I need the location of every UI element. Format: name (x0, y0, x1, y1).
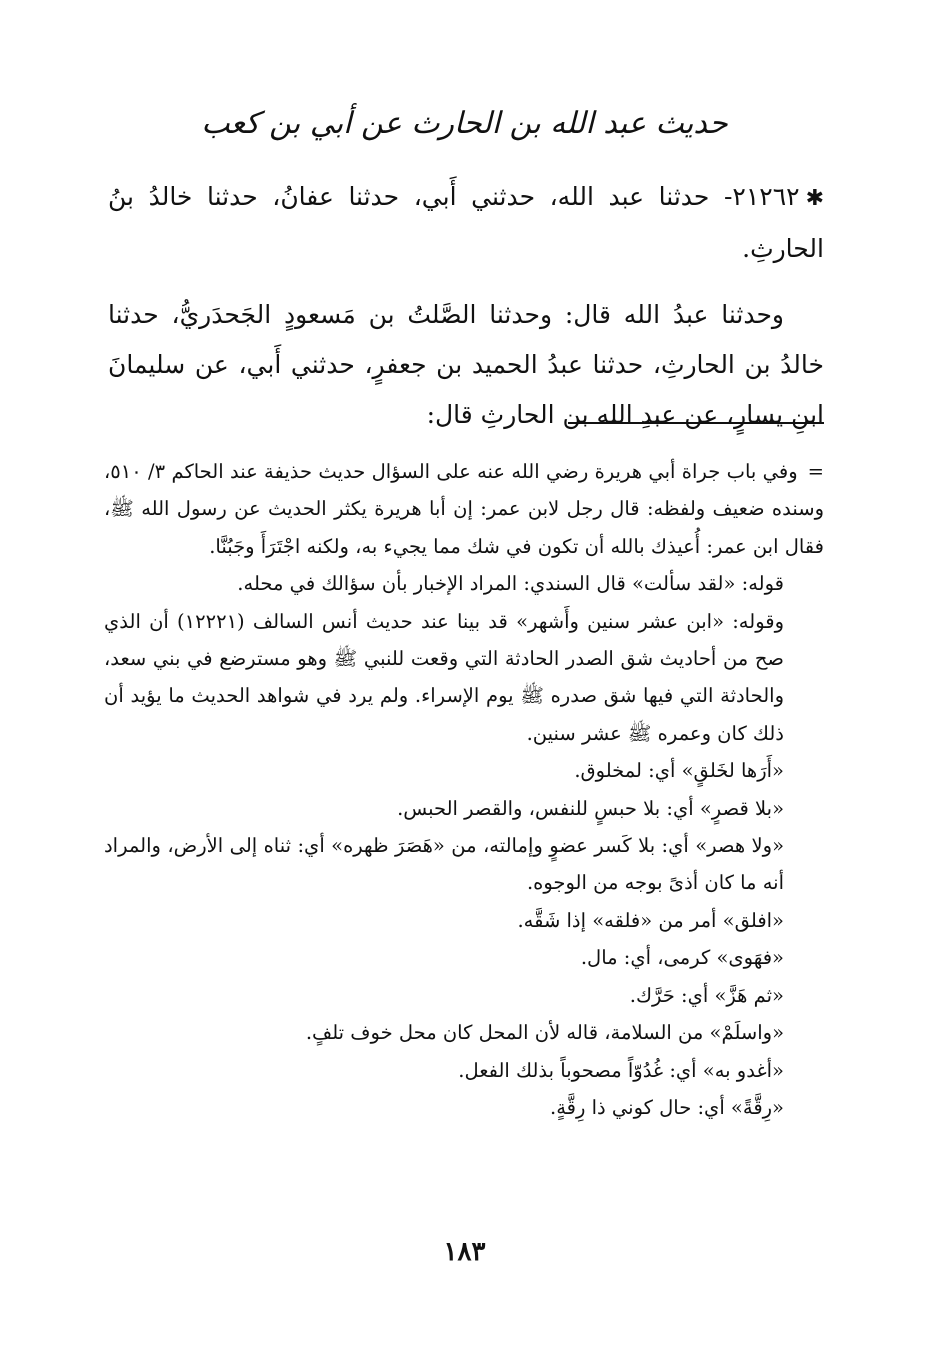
footnote-line: قوله: «لقد سألت» قال السندي: المراد الإخبار بأن سؤالك في محله. (237, 572, 784, 596)
footnote-line: «واسلَمْ» من السلامة، قاله لأن المحل كان محل خوف تلفٍ. (305, 1021, 784, 1045)
footnote-line: «رِقَّةً» أي: حال كوني ذا رِقَّةٍ. (550, 1095, 784, 1119)
footnote-line: «فهَوى» كرمى، أي: مال. (580, 946, 784, 970)
footnote-line: وقوله: «ابن عشر سنين وأَشهر» قد بينا عند حديث أنس السالف (١٢٢٢١) أن الذي صح من أحاديث شق الصدر الحادثة التي وقعت للنبي ﷺ وهو مسترضع في بني سعد، والحادثة التي فيها شق صدره ﷺ يوم الإسراء. ولم يرد في شواهد الحديث ما يؤيد أن ذلك كان وعمره ﷺ عشر سنين. (104, 609, 785, 745)
hadith-text (108, 172, 824, 440)
hadith-number-and-chain: ٢١٢٦٢- حدثنا عبد الله، حدثني أَبي، حدثنا عفانُ، حدثنا خالدُ بنُ الحارثِ. (108, 182, 824, 263)
footnote-continuation (104, 453, 824, 565)
running-header: حديث عبد الله بن الحارث عن أبي بن كعب (201, 106, 728, 141)
star-marker-icon: ✱ (805, 186, 824, 211)
hadith-paragraph-1 (108, 172, 824, 274)
footnote-line: «أغدو به» أي: غُدُوّاً مصحوباً بذلك الفعل. (458, 1058, 784, 1082)
continuation-marker: = (807, 460, 824, 483)
footnotes (104, 453, 824, 1126)
footnote-line: «أَرَها لخَلقٍ» أي: لمخلوق. (574, 759, 784, 783)
footnote-line: وفي باب جراة أبي هريرة رضي الله عنه على السؤال حديث حذيفة عند الحاكم ٣/ ٥١٠، وسنده ضعيف ولفظه: قال رجل لابن عمر: إن أبا هريرة يكثر الحديث عن رسول الله ﷺ، فقال ابن عمر: أُعيذك بالله أن تكون في شك مما يجيء به، ولكنه اجْتَرَأَ وجَبُنَّا. (104, 460, 824, 558)
footnote-line: «افلق» أمر من «فلقه» إذا شَقَّه. (517, 908, 784, 932)
hadith-paragraph-2: وحدثنا عبدُ الله قال: وحدثنا الصَّلتُ بن مَسعودٍ الجَحدَريُّ، حدثنا خالدُ بن الحارثِ، حدثنا عبدُ الحميد بن جعفرٍ، حدثني أَبي، عن سليمانَ ابنِ يسارٍ، عن عبدِ الله بن الحارثِ قال: (108, 300, 824, 429)
page-number: ١٨٣ (443, 1237, 486, 1267)
footnote-divider (568, 422, 824, 424)
footnote-line: «بلا قصرٍ» أي: بلا حبسٍ للنفس، والقصر الحبس. (397, 796, 784, 820)
footnote-line: «ثم هَزَّ» أي: حَرَّك. (629, 983, 784, 1007)
footnote-line: «ولا هصر» أي: بلا كَسر عضوٍ وإمالته، من «هَصَرَ ظهره» أي: ثناه إلى الأرض، والمراد أنه ما كان أذىً بوجه من الوجوه. (104, 834, 784, 895)
